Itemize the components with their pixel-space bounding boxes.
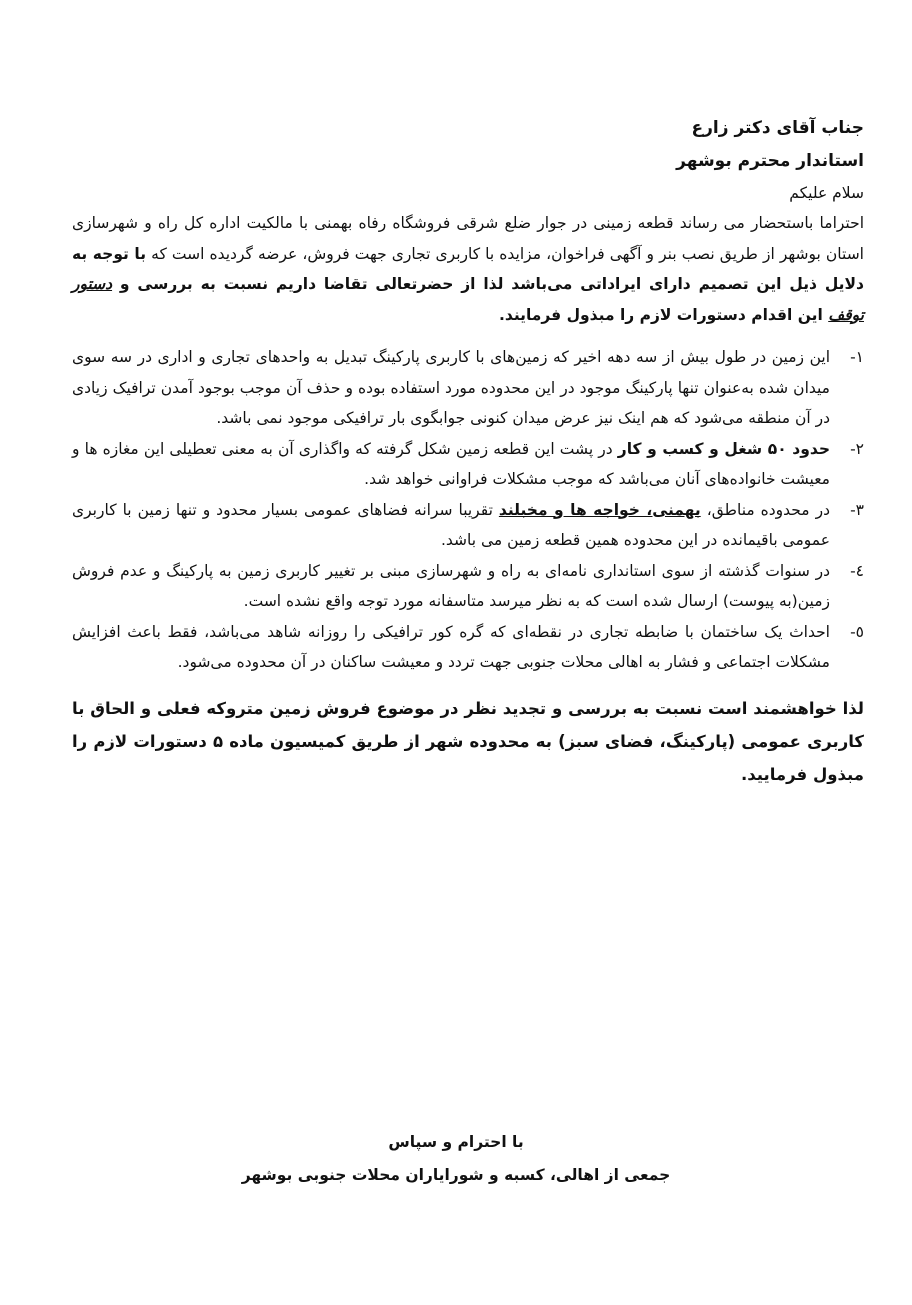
reasons-list — [72, 342, 864, 678]
reason-text-before: در محدوده مناطق، — [700, 500, 830, 519]
reason-text: در سنوات گذشته از سوی استانداری نامه‌ای به راه و شهرسازی مبنی بر تغییر کاربری زمین به پارکینگ و عدم فروش زمین(به پیوست) ارسال شده است که به نظر میرسد متاسفانه مورد توجه واقع نشده است. — [72, 561, 830, 610]
reason-text: در پشت این قطعه زمین شکل گرفته که واگذاری آن به معنی تعطیلی این مغازه ها و معیشت خانواده‌های آنان می‌باشد که موجب مشکلات فراوانی خواهد شد. — [72, 439, 830, 488]
reason-text: تقریبا سرانه فضاهای عمومی بسیار محدود و تنها زمین با کاربری عمومی باقیمانده در این محدوده همین قطعه زمین می باشد. — [72, 500, 830, 549]
reason-text: احداث یک ساختمان با ضابطه تجاری در نقطه‌ای که گره کور ترافیکی را روزانه شاهد می‌باشد، فقط باعث افزایش مشکلات اجتماعی و فشار به اهالی محلات جنوبی جهت تردد و معیشت ساکنان در آن محدوده می‌شود. — [72, 622, 830, 671]
reason-number: ٤- — [850, 561, 864, 580]
reason-item — [72, 495, 864, 556]
reason-item — [72, 617, 864, 678]
reason-item — [72, 342, 864, 434]
reason-bold-text: حدود ۵۰ شغل و کسب و کار — [617, 439, 830, 458]
intro-bold-end: این اقدام دستورات لازم را مبذول فرمایند. — [499, 305, 829, 324]
signature-block — [0, 1126, 912, 1192]
reason-neighborhoods: بهمنی، خواجه ها و مخبلند — [498, 500, 701, 519]
intro-text: احتراما باستحضار می رساند قطعه زمینی در جوار ضلع شرقی فروشگاه رفاه بهمنی با مالکیت اداره کل راه و شهرسازی استان بوشهر از طریق نصب بنر و آگهی فراخوان، مزایده با کاربری تجاری جهت فروش، عرضه گردیده است که — [72, 214, 864, 263]
greeting: سلام علیکم — [789, 184, 864, 202]
intro-paragraph — [72, 208, 864, 330]
reason-item — [72, 434, 864, 495]
reason-number: ٥- — [850, 622, 864, 641]
recipient-name: جناب آقای دکتر زارع — [691, 118, 864, 138]
reason-text: این زمین در طول بیش از سه دهه اخیر که زمین‌های با کاربری پارکینگ تبدیل به واحدهای تجاری و اداری در سه سوی میدان شده به‌عنوان تنها پارکینگ موجود در این محدوده مورد استفاده بوده و حذف آن موجب بوجود آمدن ترافیک زیادی در آن منطقه می‌شود که هم اینک نیز عرض میدان کنونی جوابگوی بار ترافیکی موجود نمی باشد. — [72, 348, 830, 427]
letter-body — [72, 112, 864, 791]
reason-item — [72, 556, 864, 617]
intro-bold-request: با توجه به دلایل ذیل این تصمیم دارای ایراداتی می‌باشد لذا از حضرتعالی تقاضا داریم نسبت به بررسی و — [72, 244, 864, 293]
reason-number: ۱- — [850, 348, 864, 366]
closing-request: لذا خواهشمند است نسبت به بررسی و تجدید نظر در موضوع فروش زمین متروکه فعلی و الحاق با کاربری عمومی (پارکینگ، فضای سبز) به محدوده شهر از طریق کمیسیون ماده ۵ دستورات لازم را مبذول فرمایید. — [72, 698, 864, 784]
sign-off: با احترام و سپاس — [388, 1133, 524, 1151]
recipient-title: استاندار محترم بوشهر — [676, 151, 864, 171]
signatories: جمعی از اهالی، کسبه و شورایاران محلات جنوبی بوشهر — [241, 1166, 671, 1184]
reason-number: ۳- — [850, 500, 864, 519]
reason-number: ۲- — [850, 439, 864, 458]
intro-stop-order: دستور توقف — [72, 275, 864, 324]
